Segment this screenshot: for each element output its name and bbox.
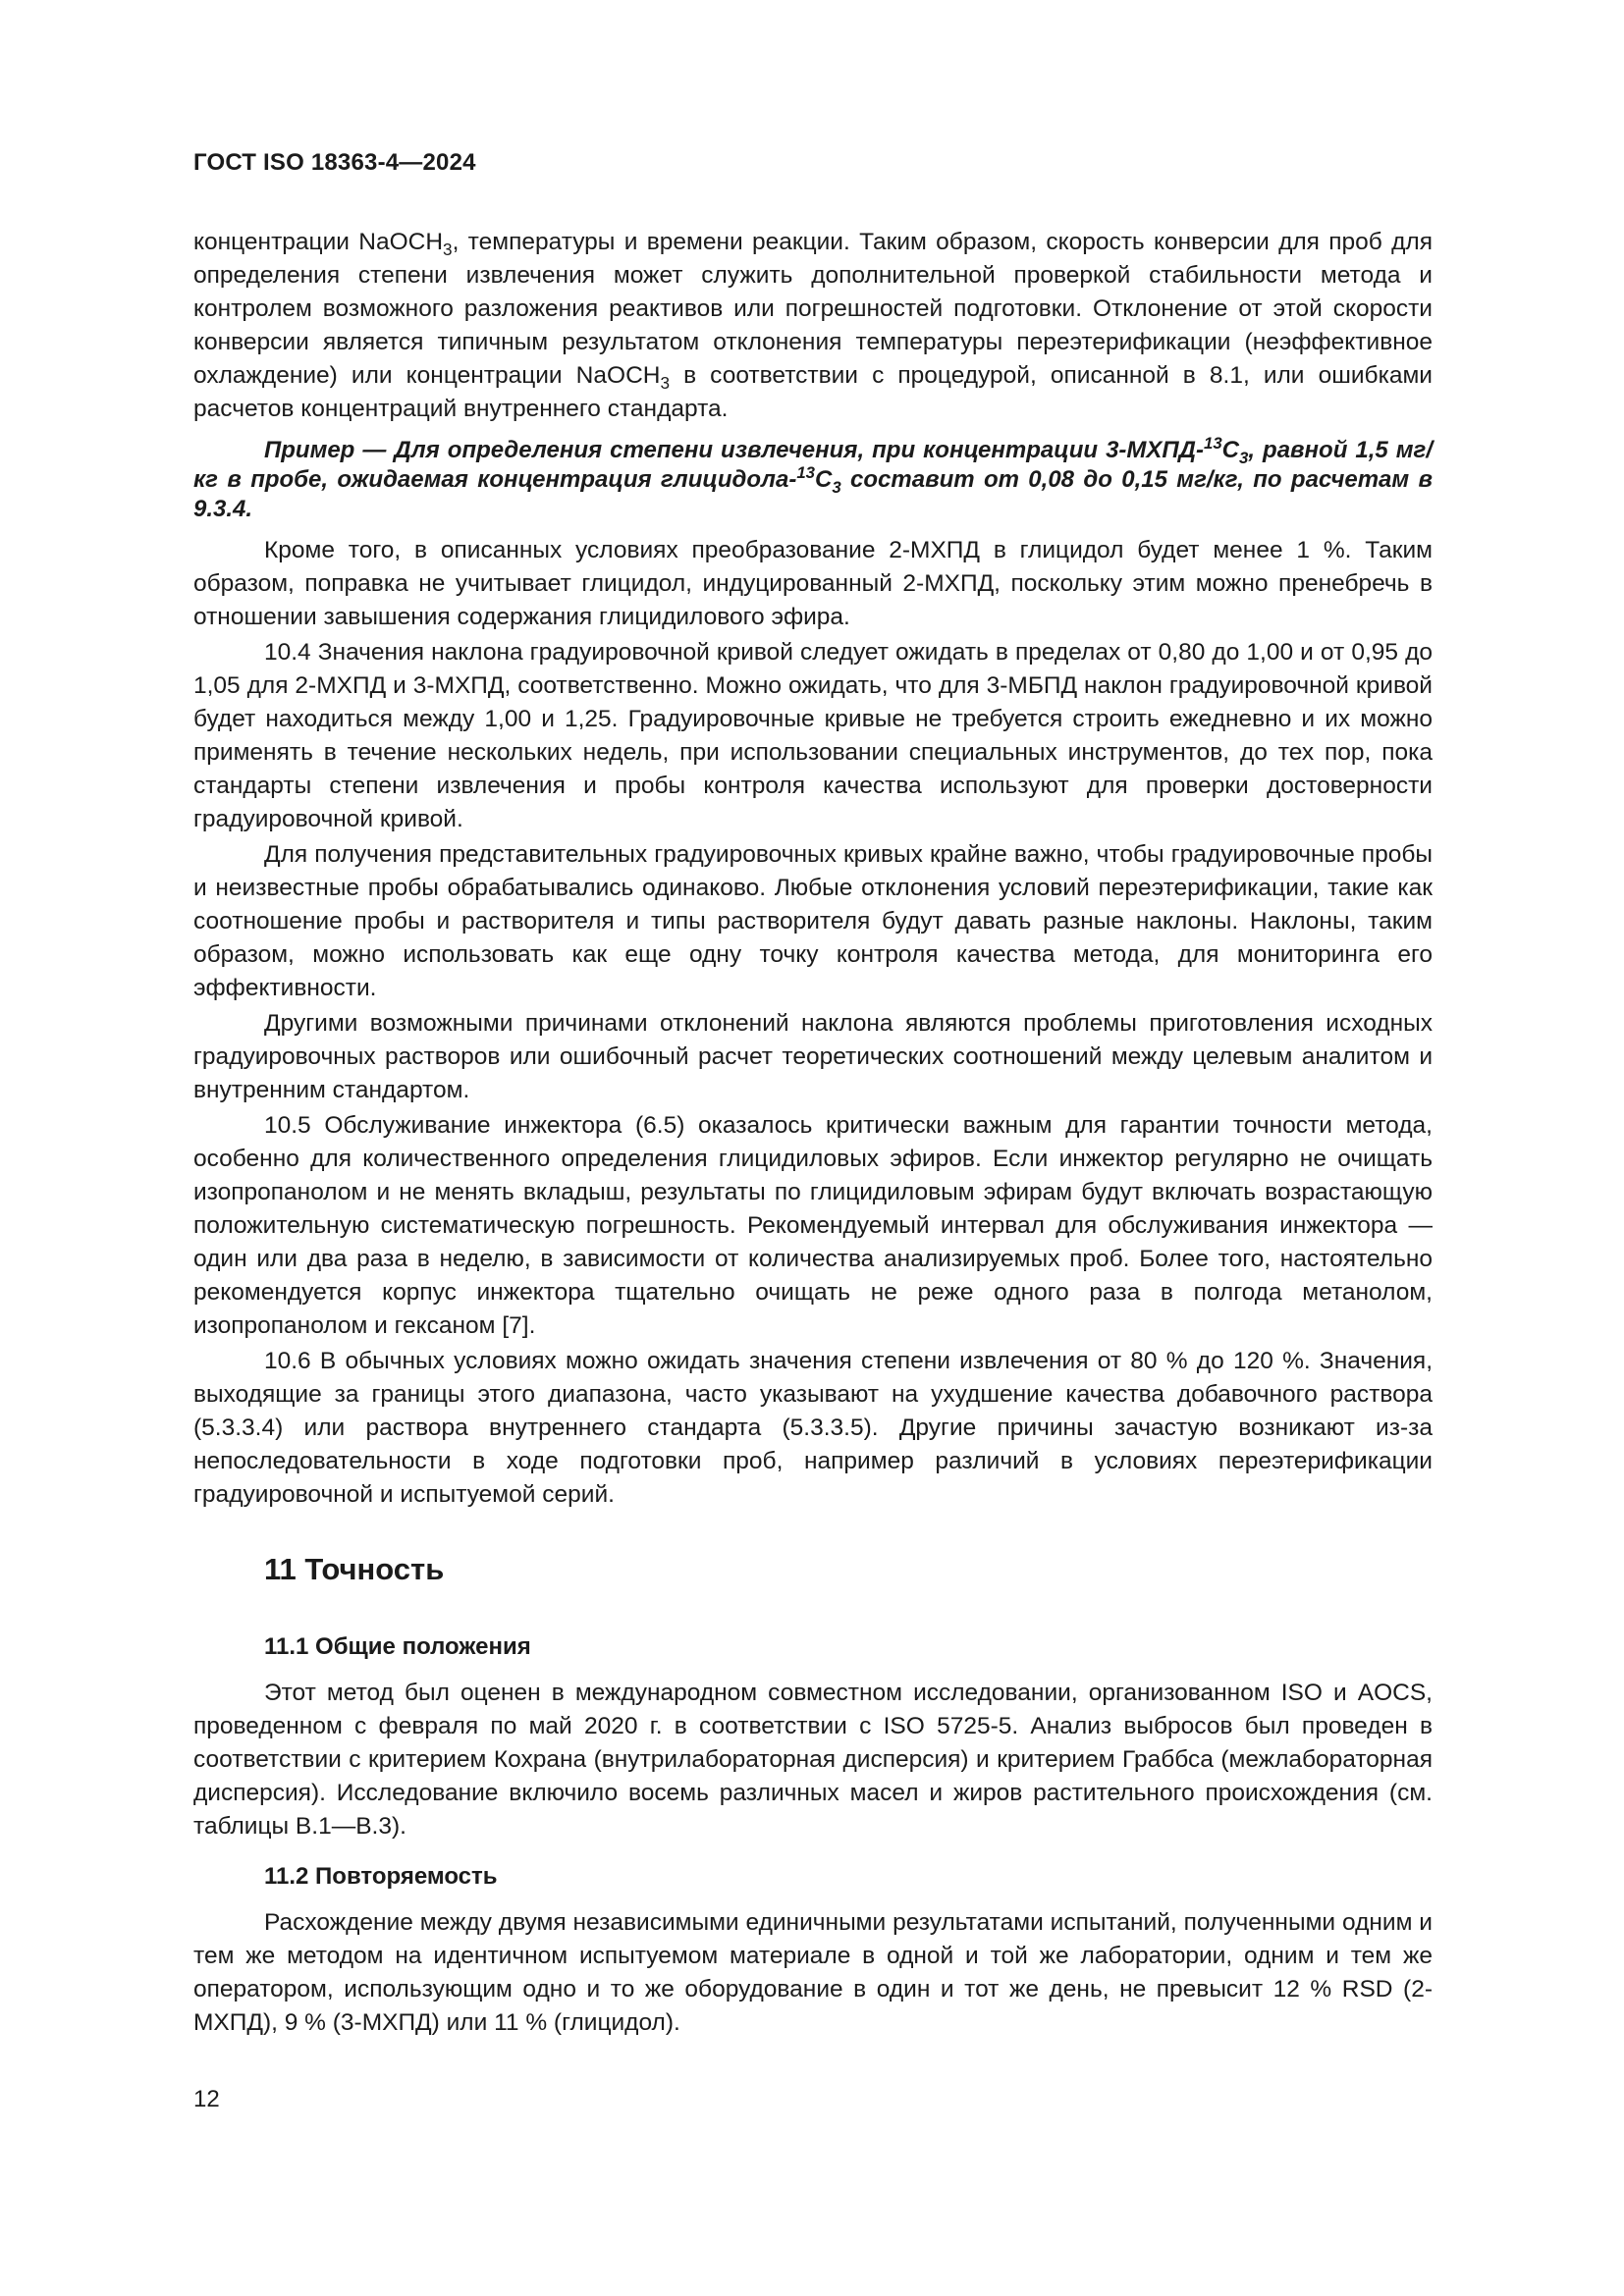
subsection-heading-11-1: 11.1 Общие положения	[264, 1633, 531, 1660]
section-heading-11: 11 Точность	[264, 1552, 445, 1586]
paragraph-11-2: Расхождение между двумя независимыми единичными результатами испытаний, полученными одним и тем же методом на идентичном испытуемом материале в одной и той же лаборатории, одним и тем же оператором, использующим одно и то же оборудование в один и тот же день, не превысит 12 % RSD (2-МХПД), 9 % (3-МХПД) или 11 % (глицидол).	[193, 1909, 1433, 2036]
paragraph-10-4: 10.4 Значения наклона градуировочной кривой следует ожидать в пределах от 0,80 до 1,00 и от 0,95 до 1,05 для 2-МХПД и 3-МХПД, соответственно. Можно ожидать, что для 3-МБПД наклон градуировочной кривой будет находиться между 1,00 и 1,25. Градуировочные кривые не требуется строить ежедневно и их можно применять в течение нескольких недель, при использовании специальных инструментов, до тех пор, пока стандарты степени извлечения и пробы контроля качества используют для проверки достоверности градуировочной кривой.	[193, 639, 1433, 832]
paragraph-11-1: Этот метод был оценен в международном совместном исследовании, организованном ISO и AOCS, проведенном с февраля по май 2020 г. в соответствии с ISO 5725-5. Анализ выбросов был проведен в соответствии с критерием Кохрана (внутрилабораторная дисперсия) и критерием Граббса (межлабораторная дисперсия). Исследование включило восемь различных масел и жиров растительного происхождения (см. таблицы В.1—В.3).	[193, 1680, 1433, 1840]
p1-sub-2: 3	[660, 372, 670, 393]
example-text-b: C	[1221, 437, 1240, 463]
example-sup-2: 13	[796, 463, 815, 482]
page-number: 12	[193, 2086, 220, 2112]
paragraph: Другими возможными причинами отклонений наклона являются проблемы приготовления исходных градуировочных растворов или ошибочный расчет теоретических соотношений между целевым аналитом и внутренним стандартом.	[193, 1010, 1433, 1103]
p1-text-a: концентрации NaOCH	[193, 229, 444, 255]
example-sup-1: 13	[1204, 434, 1222, 453]
example-text-a: Пример — Для определения степени извлечения, при концентрации 3-МХПД-	[264, 437, 1204, 463]
example-text-d: C	[814, 466, 833, 493]
subsection-heading-11-2: 11.2 Повторяемость	[264, 1863, 498, 1890]
paragraph-10-5: 10.5 Обслуживание инжектора (6.5) оказалось критически важным для гарантии точности метода, особенно для количественного определения глицидиловых эфиров. Если инжектор регулярно не очищать изопропанолом и не менять вкладыш, результаты по глицидиловым эфирам будут включать возрастающую положительную систематическую погрешность. Рекомендуемый интервал для обслуживания инжектора — один или два раза в неделю, в зависимости от количества анализируемых проб. Более того, настоятельно рекомендуется корпус инжектора тщательно очищать не реже одного раза в полгода метанолом, изопропанолом и гексаном [7].	[193, 1112, 1433, 1339]
p1-text-c: в соответствии с процедурой, описанной в 8.1, или ошибками расчетов концентраций внутреннего стандарта.	[193, 362, 1433, 422]
example-note	[193, 436, 1433, 524]
example-sub-2: 3	[832, 477, 841, 497]
document-body	[193, 226, 1433, 2042]
paragraph: Для получения представительных градуировочных кривых крайне важно, чтобы градуировочные пробы и неизвестные пробы обрабатывались одинаково. Любые отклонения условий переэтерификации, такие как соотношение пробы и растворителя и типы растворителя будут давать разные наклоны. Наклоны, таким образом, можно использовать как еще одну точку контроля качества метода, для мониторинга его эффективности.	[193, 841, 1433, 1001]
p1-sub-1: 3	[443, 239, 453, 259]
example-sub-1: 3	[1239, 448, 1249, 467]
document-header: ГОСТ ISO 18363-4—2024	[193, 149, 476, 176]
paragraph: Кроме того, в описанных условиях преобразование 2-МХПД в глицидол будет менее 1 %. Таким образом, поправка не учитывает глицидол, индуцированный 2-МХПД, поскольку этим можно пренебречь в отношении завышения содержания глицидилового эфира.	[193, 537, 1433, 630]
example-text-c: , равной 1,5 мг/кг в пробе, ожидаемая концентрация глицидола-	[193, 437, 1433, 493]
example-text-e: составит от 0,08 до 0,15 мг/кг, по расчетам в 9.3.4.	[193, 466, 1433, 522]
paragraph-10-6: 10.6 В обычных условиях можно ожидать значения степени извлечения от 80 % до 120 %. Значения, выходящие за границы этого диапазона, часто указывают на ухудшение качества добавочного раствора (5.3.3.4) или раствора внутреннего стандарта (5.3.3.5). Другие причины зачастую возникают из-за непоследовательности в ходе подготовки проб, например различий в условиях переэтерификации градуировочной и испытуемой серий.	[193, 1348, 1433, 1508]
p1-text-b: , температуры и времени реакции. Таким образом, скорость конверсии для проб для определения степени извлечения может служить дополнительной проверкой стабильности метода и контролем возможного разложения реактивов или погрешностей подготовки. Отклонение от этой скорости конверсии является типичным результатом отклонения температуры переэтерификации (неэффективное охлаждение) или концентрации NaOCH	[193, 229, 1433, 389]
paragraph-continuation	[193, 226, 1433, 426]
